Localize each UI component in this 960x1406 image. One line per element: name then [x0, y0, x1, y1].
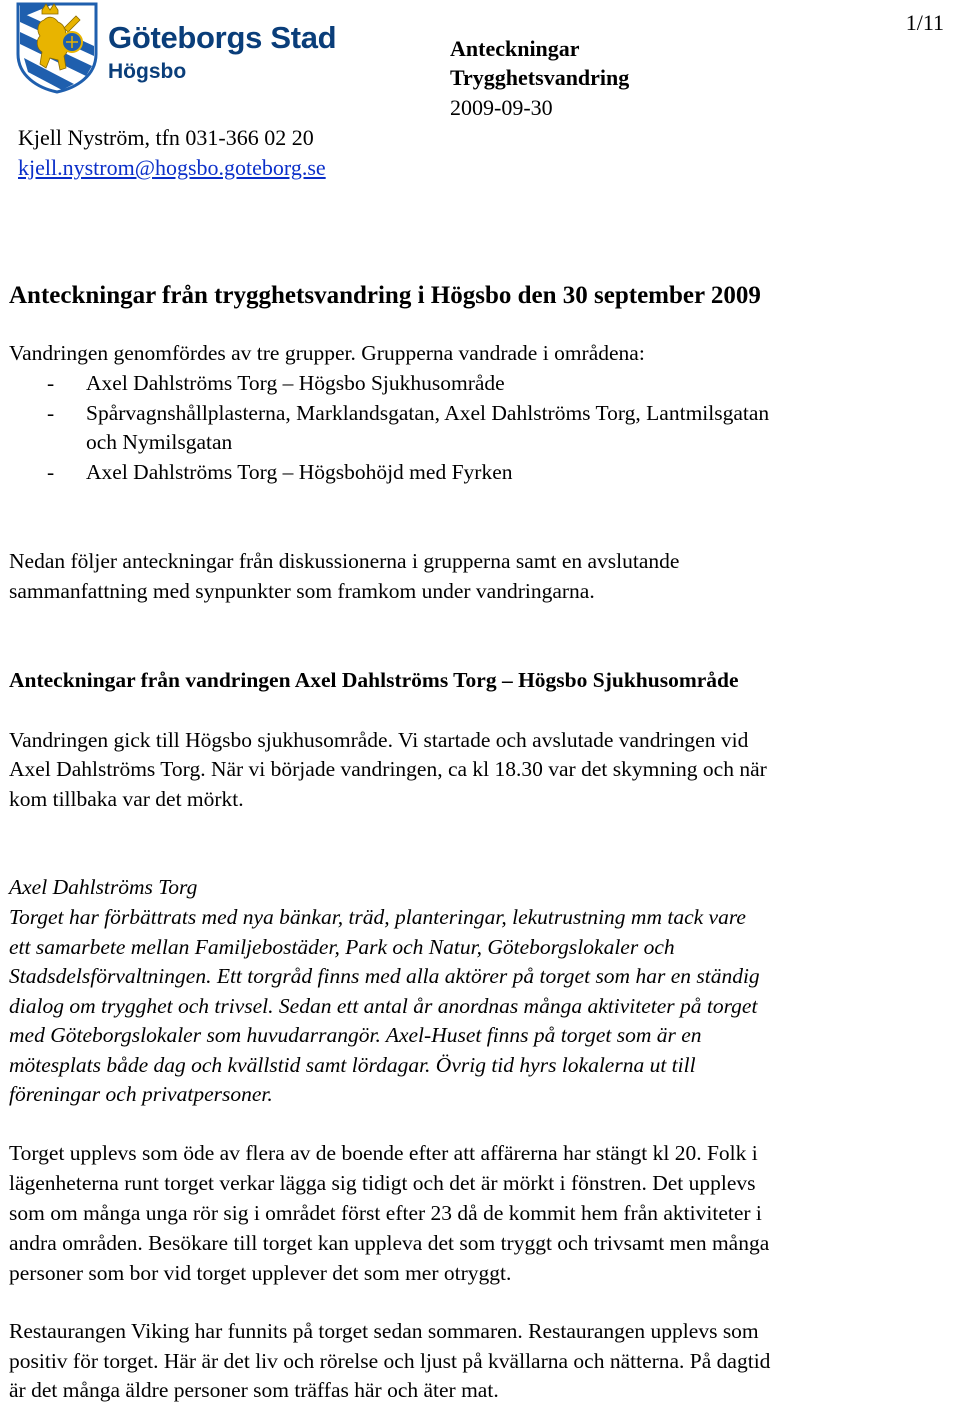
paragraph-line: Axel Dahlströms Torg. När vi började vandringen, ca kl 18.30 var det skymning och när [9, 757, 767, 781]
paragraph-line: lägenheterna runt torget verkar lägga sig tidigt och det är mörkt i fönstren. Det upplevs [9, 1171, 756, 1195]
italic-line: föreningar och privatpersoner. [9, 1082, 273, 1106]
paragraph-line: Torget upplevs som öde av flera av de boende efter att affärerna har stängt kl 20. Folk i [9, 1141, 758, 1165]
page-number: 1/11 [905, 10, 944, 35]
italic-line: dialog om trygghet och trivsel. Sedan ett antal år anordnas många aktiviteter på torget [9, 994, 758, 1018]
paragraph-line: är det många äldre personer som träffas här och äter mat. [9, 1378, 499, 1402]
paragraph-line: sammanfattning med synpunkter som framkom under vandringarna. [9, 579, 595, 603]
contact-line: Kjell Nyström, tfn 031-366 02 20 [18, 125, 314, 150]
bullet-item: Axel Dahlströms Torg – Högsbo Sjukhusområde [86, 371, 505, 395]
paragraph-line: personer som bor vid torget upplever det som mer otryggt. [9, 1261, 512, 1285]
document-title: Anteckningar från trygghetsvandring i Högsbo den 30 september 2009 [9, 282, 761, 309]
brand-district: Högsbo [108, 60, 187, 83]
brand-name: Göteborgs Stad [108, 20, 337, 55]
italic-line: Torget har förbättrats med nya bänkar, träd, planteringar, lekutrustning mm tack vare [9, 905, 746, 929]
doc-subject-heading: Trygghetsvandring [450, 65, 630, 90]
paragraph-line: Restaurangen Viking har funnits på torget sedan sommaren. Restaurangen upplevs som [9, 1319, 759, 1343]
paragraph-line: andra områden. Besökare till torget kan uppleva det som tryggt och trivsamt men många [9, 1231, 770, 1255]
intro-line: Vandringen genomfördes av tre grupper. Grupperna vandrade i områdena: [9, 341, 645, 365]
paragraph-line: som om många unga rör sig i området först efter 23 då de kommit hem från aktiviteter i [9, 1201, 762, 1225]
bullet-dash: - [47, 460, 55, 484]
goteborg-coat-of-arms-logo [14, 2, 100, 94]
bullet-dash: - [47, 401, 55, 425]
italic-subheading: Axel Dahlströms Torg [9, 875, 198, 899]
paragraph-line: kom tillbaka var det mörkt. [9, 787, 244, 811]
italic-line: mötesplats både dag och kvällstid samt lördagar. Övrig tid hyrs lokalerna ut till [9, 1053, 696, 1077]
doc-date: 2009-09-30 [450, 95, 553, 120]
section-heading: Anteckningar från vandringen Axel Dahlströms Torg – Högsbo Sjukhusområde [9, 668, 739, 692]
bullet-item: Spårvagnshållplasterna, Marklandsgatan, Axel Dahlströms Torg, Lantmilsgatan [86, 401, 770, 425]
bullet-item: Axel Dahlströms Torg – Högsbohöjd med Fyrken [86, 460, 513, 484]
italic-line: Stadsdelsförvaltningen. Ett torgråd finns med alla aktörer på torget som har en ständig [9, 964, 760, 988]
doc-type-heading: Anteckningar [450, 36, 580, 61]
contact-email-link[interactable]: kjell.nystrom@hogsbo.goteborg.se [18, 155, 326, 180]
paragraph-line: Nedan följer anteckningar från diskussionerna i grupperna samt en avslutande [9, 549, 680, 573]
bullet-item-continuation: och Nymilsgatan [86, 430, 233, 454]
paragraph-line: positiv för torget. Här är det liv och rörelse och ljust på kvällarna och nätterna. På dagtid [9, 1349, 771, 1373]
bullet-dash: - [47, 371, 55, 395]
italic-line: med Göteborgslokaler som huvudarrangör. Axel-Huset finns på torget som är en [9, 1023, 702, 1047]
italic-line: ett samarbete mellan Familjebostäder, Park och Natur, Göteborgslokaler och [9, 935, 675, 959]
paragraph-line: Vandringen gick till Högsbo sjukhusområde. Vi startade och avslutade vandringen vid [9, 728, 749, 752]
